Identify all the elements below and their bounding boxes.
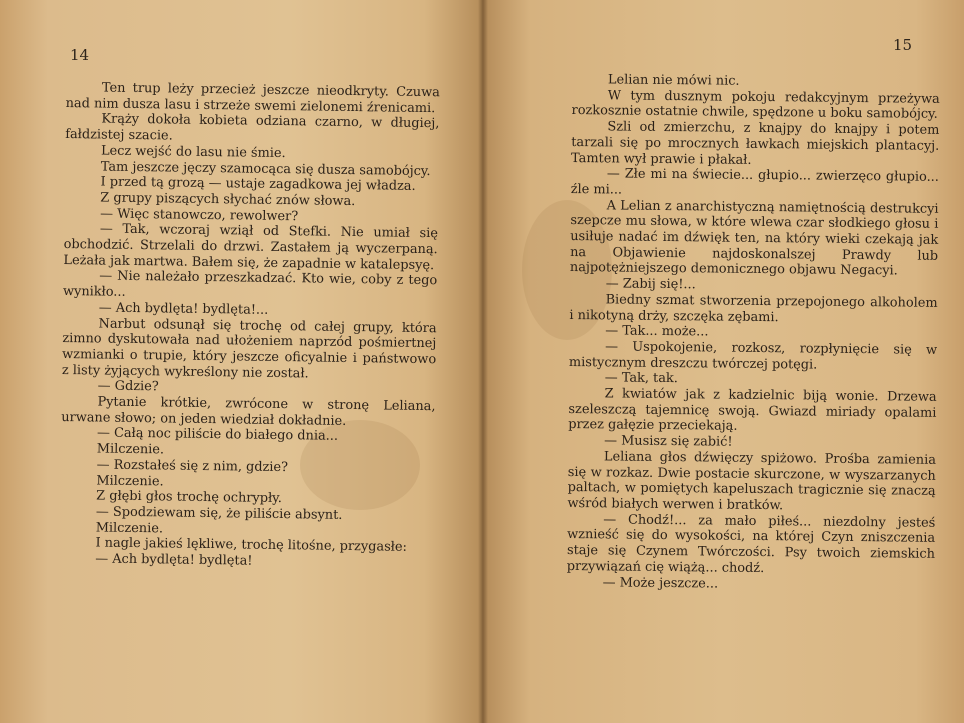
page-number: 15: [893, 36, 913, 54]
book-gutter: [478, 0, 488, 723]
paragraph: Milczenie.: [96, 441, 165, 458]
paragraph: Ten trup leży przecież jeszcze nieodkryty. Czuwa nad nim dusza lasu i strzeże swemi zielonemi źrenicami.: [65, 80, 440, 116]
paragraph: — Nie należało przeszkadzać. Kto wie, coby z tego wynikło...: [62, 268, 438, 300]
paragraph: Pytanie krótkie, zwrócone w stronę Leliana, urwane słowo; on jeden wiedział dokładnie.: [61, 394, 436, 429]
paragraph: Z głębi głos trochę ochrypły.: [96, 488, 282, 507]
paragraph: W tym dusznym pokoju redakcyjnym przeżywa rozkosznie ostatnie chwile, spędzone u boku samobójcy.: [571, 88, 940, 123]
paragraph: Lelian nie mówi nic.: [607, 72, 740, 89]
page-body: [59, 80, 440, 572]
paragraph: — Uspokojenie, rozkosz, rozpłynięcie się w mistycznym dreszczu twórczej potęgi.: [568, 339, 938, 373]
paragraph: Szli od zmierzchu, z knajpy do knajpy i potem tarzali się po mrocznych ławkach miejskich plantacyj. Tamten wył prawie i płakał.: [571, 119, 940, 168]
page-number: 14: [70, 46, 90, 64]
paragraph: — Całą noc piliście do białego dnia...: [96, 425, 339, 445]
paragraph: I przed tą grozą — ustaje zagadkowa jej władza.: [100, 174, 416, 195]
paragraph: — Tak, tak.: [604, 370, 678, 387]
paragraph: Milczenie.: [96, 473, 164, 489]
paragraph: — Złe mi na świecie... głupio... zwierzęco głupio... źle mi...: [570, 166, 939, 198]
paragraph: — Ach bydlęta! bydlęta!...: [98, 300, 269, 318]
paragraph: — Spodziewam się, że piliście absynt.: [95, 504, 343, 523]
paragraph: Z grupy piszących słychać znów słowa.: [100, 190, 356, 209]
paragraph: — Tak, wczoraj wziął od Stefki. Nie umiał się obchodzić. Strzelali do drzwi. Zastałem ją wyczerpaną. Leżała jak martwa. Bałem się, że zapadnie w katalepsyę.: [63, 221, 438, 273]
paragraph: Lecz wejść do lasu nie śmie.: [100, 143, 286, 161]
paragraph: — Zabij się!...: [605, 276, 696, 293]
paragraph: Krąży dokoła kobieta odziana czarno, w długiej, fałdzistej szacie.: [65, 111, 440, 144]
page-body: [567, 72, 940, 594]
right-page: [482, 0, 964, 723]
paragraph: — Chodź!... za mało piłeś... niezdolny jesteś wznieść się do wysokości, na której Czyn zniszczenia staje się Czynem Twórczości. Psy twoich ziemskich przywiązań cię wiążą... chodź.: [566, 512, 936, 576]
paragraph: Leliana głos dźwięczy spiżowo. Prośba zamienia się w rozkaz. Dwie postacie skurczone, w wyszarzanych paltach, w pomiętych kapeluszach tragicznie się znaczą wśród białych werwen i bratków.: [567, 449, 937, 514]
paragraph: Tam jeszcze jęczy szamocąca się dusza samobójcy.: [100, 159, 431, 179]
paragraph: — Więc stanowczo, rewolwer?: [100, 206, 299, 224]
paragraph: — Ach bydlęta! bydlęta!: [95, 551, 253, 569]
paragraph: — Może jeszcze...: [602, 574, 719, 592]
paragraph: I nagle jakieś lękliwe, trochę litośne, przygasłe:: [95, 535, 407, 556]
paragraph: — Musisz się zabić!: [604, 433, 733, 450]
paragraph: Biedny szmat stworzenia przepojonego alkoholem i nikotyną drży, szczęka zębami.: [569, 292, 938, 325]
paragraph: — Gdzie?: [97, 378, 159, 395]
paragraph: Z kwiatów jak z kadzielnic biją wonie. Drzewa szeleszczą tajemnicę swoją. Gwiazd miriady opalami przez gałęzie przeciekają.: [568, 386, 937, 435]
paragraph: Narbut odsunął się trochę od całej grupy, która zimno dyskutowała nad ułożeniem naprzód pośmiertnej wzmianki o trupie, który jeszcze oficyalnie i państwowo z listy żyjących wykreślony nie został.: [61, 316, 437, 382]
paragraph: — Rozstałeś się z nim, gdzie?: [96, 457, 289, 476]
paragraph: A Lelian z anarchistyczną namiętnością destrukcyi szepcze mu słowa, w które wlewa czar słodkiego głosu i usiłuje nadać im dźwięk ten, na który wieki czekają jak na Objawienie najdoskonalszej Prawdy lub najpotężniejszego demonicznego objawu Negacyi.: [569, 197, 939, 279]
paragraph: — Tak... może...: [605, 323, 709, 340]
paragraph: Milczenie.: [95, 520, 164, 537]
